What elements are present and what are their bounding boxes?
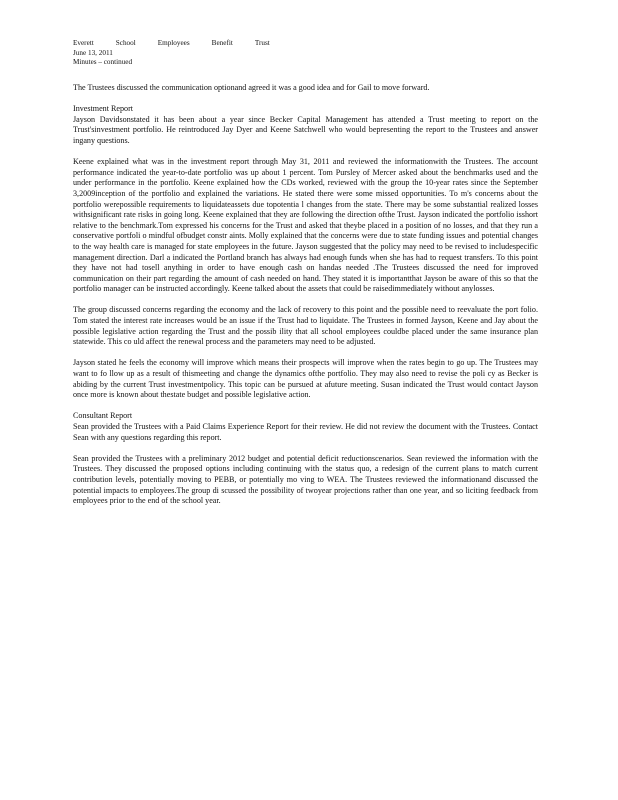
block-1	[73, 104, 538, 146]
paragraph: The Trustees discussed the communication optionand agreed it was a good idea and for Gail to move forward.	[73, 83, 430, 92]
header-word: School	[115, 39, 136, 47]
header-word: Benefit	[211, 39, 233, 47]
block-6	[73, 454, 538, 507]
paragraph: Sean provided the Trustees with a Paid Claims Experience Report for their review. He did not review the document with the Trustees. Contact Sean with any questions regarding this report.	[73, 422, 538, 442]
header-word: Everett	[73, 39, 94, 47]
section-heading-consultant-report: Consultant Report	[73, 411, 133, 421]
header-minutes-label: Minutes – continued	[73, 58, 133, 67]
header-date: June 13, 2011	[73, 48, 113, 57]
block-5	[73, 411, 538, 443]
minutes-body	[73, 83, 538, 517]
header-word: Trust	[254, 39, 270, 47]
paragraph: Jayson stated he feels the economy will improve which means their prospects will improve when the rates begin to go up. The Trustees may want to fo llow up as a result of thismeeting and change the dynamics ofthe portfolio. They may also need to revise the poli cy as Becker is abiding by the current Trust investmentpolicy. This topic can be pursued at afuture meeting. Susan indicated the Trust would contact Jayson once more is known about thestate budget and possible legislative action.	[73, 358, 538, 400]
header-word: Employees	[157, 39, 190, 47]
block-3	[73, 305, 538, 347]
section-heading-investment-report: Investment Report	[73, 104, 134, 114]
page-header	[73, 39, 373, 68]
paragraph: Sean provided the Trustees with a preliminary 2012 budget and potential deficit reductionscenarios. Sean reviewed the information with the Trustees. They discussed the proposed options including continuing with the status quo, a redesign of the current plans to match current contribution levels, potentially moving to PEBB, or potentially mo ving to WEA. The Trustees reviewed the informationand discussed the potential impacts to employees.The group di scussed the possibility of twoyear projections rather than one year, and so liciting feedback from employees prior to the end of the school year.	[73, 453, 538, 506]
block-4	[73, 358, 538, 400]
paragraph: Jayson Davidsonstated it has been about a year since Becker Capital Management has attended a Trust meeting to report on the Trust'sinvestment portfolio. He reintroduced Jay Dyer and Keene Satchwell who would bepresenting the report to the Trustees and answer ingany questions.	[73, 114, 538, 145]
paragraph: Keene explained what was in the investment report through May 31, 2011 and reviewed the informationwith the Trustees. The account performance indicated the year-to-date portfolio was up about 1 percent. Tom Pursley of Mercer asked about the benchmarks used and the under performance in the portfolio. Keene explained how the CDs worked, reviewed with the group the 10-year rates since the September 3,2009inception of the portfolio and explained the variations. He stated there were some missed opportunities. To m's concerns about the portfolio werepossible requirements to liquidateassets due topotentia l changes from the state. There may be some substantial realized losses withsignificant rate risks in going long. Keene explained that they are following the direction ofthe Trust. Jayson indicated the portfolio isshort relative to the benchmark.Tom expressed his concerns for the Trust and asked that theybe placed in a position of no losses, and that they run a conservative portfoli o mindful ofbudget constr aints. Molly explained that the concerns were due to state funding issues and potential changes to the way health care is managed for state employees in the future. Jayson suggested that the policy may need to be revised to includespecific management direction. Darl a indicated the Portland branch has always had enough funds when she has had to request transfers. To this point they have not had tosell anything in order to have enough cash on handas needed .The Trustees discussed the need for improved communication on their part regarding the amount of cash needed on hand. They stated it is importantthat Jayson be aware of this so that the portfolio manager can be instructed accordingly. Keene talked about the assets that could be raisedimmediately without anylosses.	[73, 157, 538, 294]
block-0	[73, 83, 538, 94]
block-2	[73, 157, 538, 295]
header-org-line	[73, 39, 373, 49]
paragraph: The group discussed concerns regarding the economy and the lack of recovery to this point and the possible need to reevaluate the port folio. Tom stated the interest rate increases would be an issue if the Trust had to liquidate. The Trustees in formed Jayson, Keene and Jay about the possible legislative action regarding the Trust and the possib ility that all school employees couldbe placed under the same insurance plan statewide. This co uld affect the renewal process and the parameters may need to be adjusted.	[73, 305, 538, 347]
